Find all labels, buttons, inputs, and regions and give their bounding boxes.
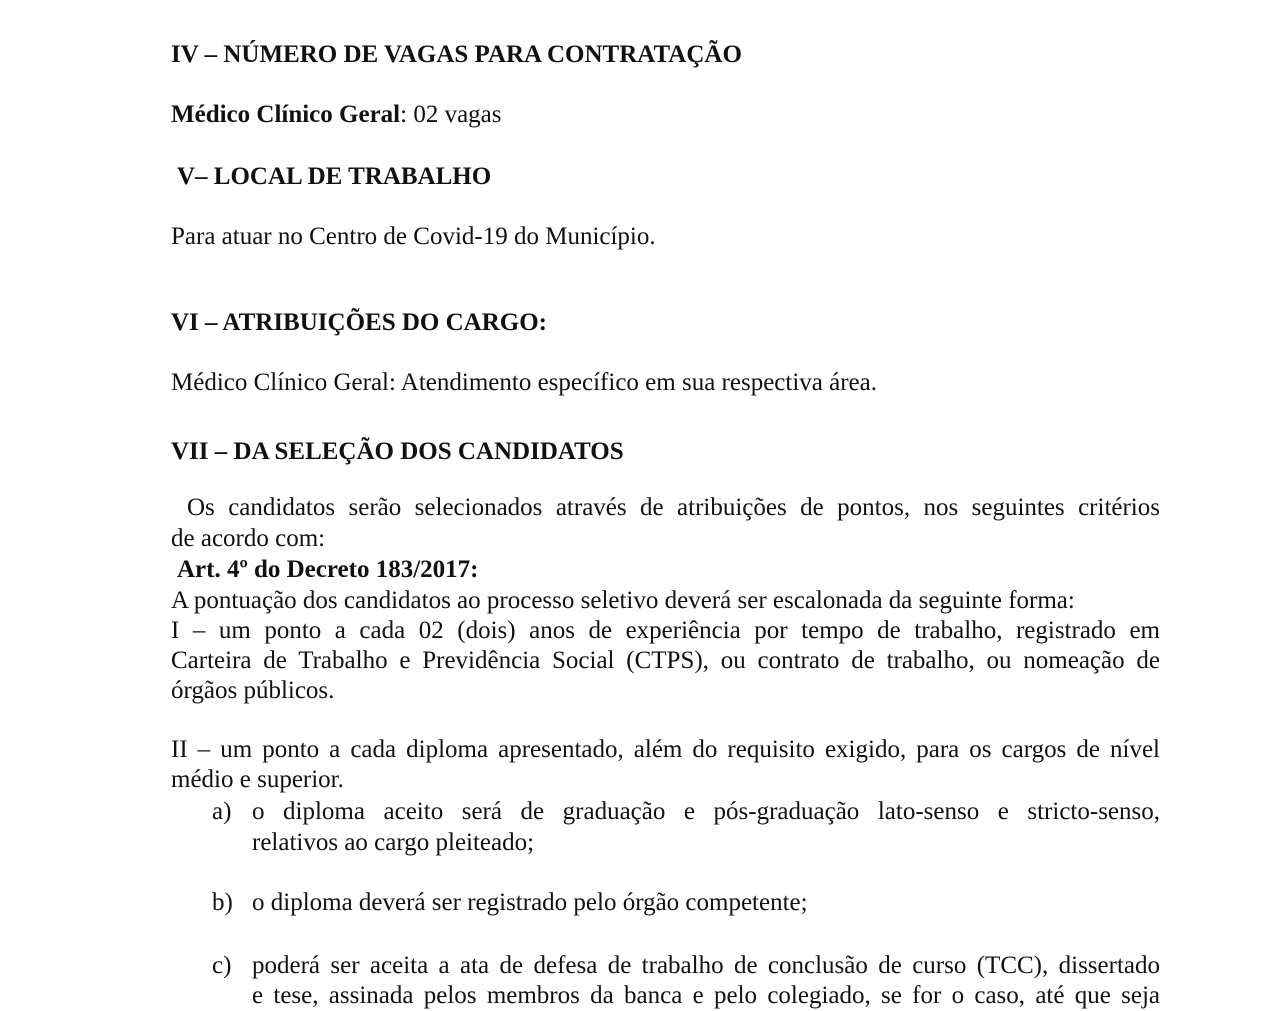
- criterion-ii-line-1: II – um ponto a cada diploma apresentado, além do requisito exigido, para os cargos de nível: [171, 736, 1160, 763]
- selection-intro-line-1: Os candidatos serão selecionados através de atribuições de pontos, nos seguintes critérios: [187, 494, 1160, 521]
- list-item-b-line-1: o diploma deverá ser registrado pelo órgão competente;: [252, 889, 808, 916]
- vacancies-label: Médico Clínico Geral: [171, 101, 401, 128]
- section-iv-heading: IV – NÚMERO DE VAGAS PARA CONTRATAÇÃO: [171, 41, 742, 68]
- list-item-c-line-2: e tese, assinada pelos membros da banca e pelo colegiado, se for o caso, até que seja: [252, 982, 1160, 1009]
- vacancies-paragraph: [171, 101, 502, 130]
- vacancies-value: : 02 vagas: [400, 101, 502, 128]
- list-item-a-line-1: o diploma aceito será de graduação e pós-graduação lato-senso e stricto-senso,: [252, 798, 1160, 825]
- list-marker-c: c): [212, 952, 232, 979]
- selection-intro-line-2: de acordo com:: [171, 525, 326, 552]
- criterion-i-line-3: órgãos públicos.: [171, 677, 335, 704]
- section-vii-heading: VII – DA SELEÇÃO DOS CANDIDATOS: [171, 438, 624, 465]
- list-marker-a: a): [212, 798, 232, 825]
- section-vi-heading: VI – ATRIBUIÇÕES DO CARGO:: [171, 309, 547, 336]
- criterion-i-line-1: I – um ponto a cada 02 (dois) anos de experiência por tempo de trabalho, registrado em: [171, 617, 1160, 644]
- article-heading: Art. 4º do Decreto 183/2017:: [177, 556, 479, 583]
- list-item-a-line-2: relativos ao cargo pleiteado;: [252, 829, 535, 856]
- criterion-i-line-2: Carteira de Trabalho e Previdência Social (CTPS), ou contrato de trabalho, ou nomeação de: [171, 647, 1160, 674]
- list-marker-b: b): [212, 889, 233, 916]
- criterion-ii-line-2: médio e superior.: [171, 766, 344, 793]
- list-item-c-line-1: poderá ser aceita a ata de defesa de trabalho de conclusão de curso (TCC), dissertado: [252, 952, 1160, 979]
- workplace-paragraph: Para atuar no Centro de Covid-19 do Município.: [171, 223, 656, 250]
- duties-paragraph: Médico Clínico Geral: Atendimento específico em sua respectiva área.: [171, 369, 877, 396]
- section-v-heading: V– LOCAL DE TRABALHO: [177, 163, 492, 190]
- article-intro: A pontuação dos candidatos ao processo seletivo deverá ser escalonada da seguinte forma:: [171, 587, 1075, 614]
